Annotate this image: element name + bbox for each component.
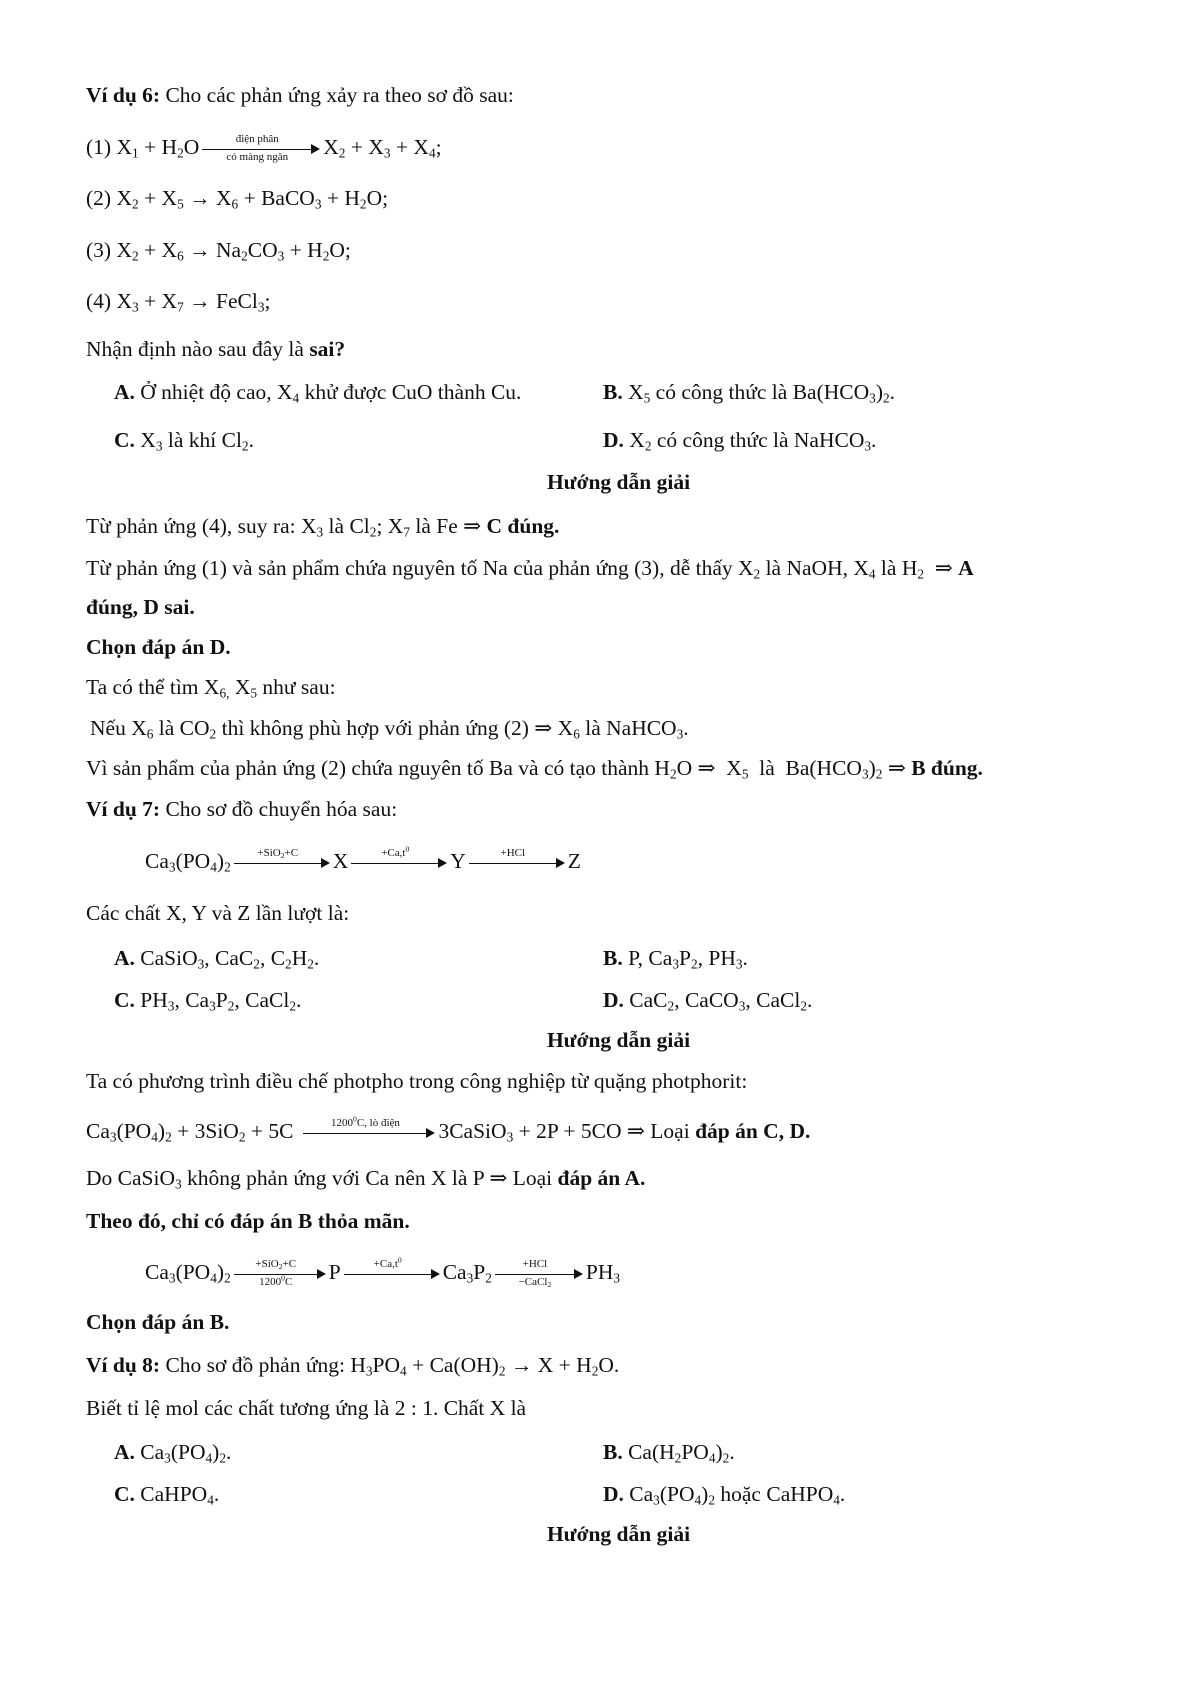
arrow-label: +Ca,t bbox=[381, 847, 406, 860]
arrow-label: +HCl bbox=[500, 847, 526, 860]
electrolysis-arrow bbox=[202, 134, 320, 164]
solution-text: Từ phản ứng (1) và sản phẩm chứa nguyên tố Na của phản ứng (3), dễ thấy X bbox=[86, 556, 754, 580]
solution-text: Ta có thể tìm X bbox=[86, 675, 220, 699]
option-label: D. bbox=[603, 428, 624, 452]
solution-6-line-6: Vì sản phẩm của phản ứng (2) chứa nguyên tố Ba và có tạo thành $H_2O$ ⇒ $X_5$ là $Ba(HCO_3)_2$ ⇒ B đúng. bbox=[86, 756, 983, 782]
subscript: 2 bbox=[644, 438, 652, 454]
option-8a[interactable]: A. $Ca_3(PO_4)_2$. bbox=[114, 1440, 232, 1466]
industrial-arrow: 1200$^0$C, lò điện bbox=[303, 1118, 435, 1148]
final-arrow-2: $+Ca,t^0$ bbox=[344, 1259, 440, 1289]
solution-emphasis: đáp án C, D. bbox=[695, 1119, 811, 1143]
scheme-arrow-1: +SiO$_2$+C bbox=[234, 848, 330, 878]
arrow-label-rest: C, lò điện bbox=[356, 1117, 400, 1130]
question-6 bbox=[86, 334, 345, 364]
option-6b[interactable]: B. $X_5$ có công thức là $Ba(HCO_3)_2$. bbox=[603, 380, 896, 406]
final-arrow-1: +SiO$_2$+C 1200$^0$C bbox=[234, 1259, 326, 1289]
answer-6 bbox=[86, 632, 231, 662]
example-8-heading: Ví dụ 8: Cho sơ đồ phản ứng: $H_3PO_4 + Ca(OH)_2 \to X + H_2O$. bbox=[86, 1353, 620, 1379]
option-7d[interactable]: D. CaC$_2$, CaCO$_3$, CaCl$_2$. bbox=[603, 988, 813, 1014]
solution-emphasis: đúng, D sai. bbox=[86, 595, 195, 619]
example-6-intro: Cho các phản ứng xảy ra theo sơ đồ sau: bbox=[160, 83, 514, 107]
solution-text: Từ phản ứng (4), suy ra: X bbox=[86, 514, 317, 538]
solution-text-rest: không phản ứng với Ca nên X là P bbox=[181, 1166, 490, 1190]
reaction-3: (3) $X_2 + X_6 \to Na_2CO_3 + H_2O$; bbox=[86, 238, 351, 264]
option-8b[interactable]: B. $Ca(H_2PO_4)_2$. bbox=[603, 1440, 735, 1466]
option-text: X bbox=[134, 428, 156, 452]
option-8c[interactable]: C. CaHPO$_4$. bbox=[114, 1482, 220, 1508]
question-emphasis: sai? bbox=[309, 337, 346, 361]
option-6c[interactable]: C. $X_3$ là khí $Cl_2$. bbox=[114, 428, 254, 454]
solution-heading-7: Hướng dẫn giải bbox=[546, 1028, 691, 1052]
solution-emphasis: đáp án A. bbox=[557, 1166, 646, 1190]
arrow-label-above: điện phân bbox=[235, 133, 279, 146]
example-8-intro: Cho sơ đồ phản ứng: H bbox=[160, 1353, 366, 1377]
solution-text: Loại bbox=[644, 1119, 696, 1143]
option-text-rest: có công thức là NaHCO bbox=[651, 428, 865, 452]
solution-heading-8: Hướng dẫn giải bbox=[546, 1522, 691, 1546]
reaction-number: (1) bbox=[86, 135, 112, 159]
option-label: B. bbox=[603, 946, 623, 970]
option-label: C. bbox=[114, 1482, 135, 1506]
conversion-scheme-7: $Ca_3(PO_4)_2$ +SiO$_2$+C X $+Ca,t^0$ Y +HCl Z bbox=[145, 846, 581, 878]
option-text-rest: khử được CuO thành Cu. bbox=[299, 380, 522, 404]
answer-text: Chọn đáp án B. bbox=[86, 1310, 230, 1334]
solution-emphasis: A bbox=[958, 556, 974, 580]
solution-6-line-4: Ta có thể tìm $X_{6,}$ $X_5$ như sau: bbox=[86, 675, 336, 701]
solution-6-line-2: Từ phản ứng (1) và sản phẩm chứa nguyên tố Na của phản ứng (3), dễ thấy $X_2$ là NaOH, $X_4$ là $H_2$ ⇒ A bbox=[86, 556, 974, 582]
option-text-rest: có công thức là Ba(HCO bbox=[650, 380, 870, 404]
scheme-arrow-2: $+Ca,t^0$ bbox=[351, 848, 447, 878]
example-7-label: Ví dụ 7: bbox=[86, 797, 161, 821]
solution-7-line-2: Do CaSiO$_3$ không phản ứng với Ca nên X là P ⇒ Loại đáp án A. bbox=[86, 1166, 646, 1192]
option-label: C. bbox=[114, 988, 135, 1012]
scheme-arrow-3 bbox=[469, 848, 565, 878]
reaction-number: (2) bbox=[86, 186, 112, 210]
answer-text: Chọn đáp án D. bbox=[86, 635, 231, 659]
example-6-heading bbox=[86, 80, 514, 110]
option-7c[interactable]: C. $PH_3$, $Ca_3P_2$, CaCl$_2$. bbox=[114, 988, 302, 1014]
solution-7-conclusion bbox=[86, 1206, 410, 1236]
option-text: Ở nhiệt độ cao, X bbox=[134, 380, 293, 404]
arrow-label-below: có màng ngăn bbox=[226, 151, 289, 164]
solution-heading-6: Hướng dẫn giải bbox=[546, 470, 691, 494]
reaction-number: (3) bbox=[86, 238, 112, 262]
option-text: X bbox=[622, 380, 644, 404]
final-scheme-7: $Ca_3(PO_4)_2$ +SiO$_2$+C 1200$^0$C P $+Ca,t^0$ $Ca_3P_2$ +HCl −CaCl$_2$ $PH_3$ bbox=[145, 1255, 621, 1289]
question-7: Các chất X, Y và Z lần lượt là: bbox=[86, 901, 350, 925]
option-6d[interactable]: D. $X_2$ có công thức là NaHCO$_3$. bbox=[603, 428, 877, 454]
subscript: 5 bbox=[643, 390, 651, 406]
option-label: A. bbox=[114, 946, 135, 970]
reaction-2: (2) $X_2 + X_5 \to X_6$ + BaCO$_3$ + $H_2O$; bbox=[86, 186, 389, 212]
option-label: D. bbox=[603, 988, 624, 1012]
option-text: X bbox=[623, 428, 645, 452]
solution-text: Loại bbox=[507, 1166, 558, 1190]
example-7-heading bbox=[86, 794, 397, 824]
subscript: 4 bbox=[292, 390, 300, 406]
option-7a[interactable]: A. CaSiO$_3$, CaC$_2$, $C_2H_2$. bbox=[114, 946, 320, 972]
option-6a[interactable] bbox=[114, 377, 521, 407]
example-7-intro: Cho sơ đồ chuyển hóa sau: bbox=[160, 797, 398, 821]
reaction-1: (1) $X_1 + H_2O$ điện phân có màng ngăn $X_2 + X_3 + X_4$; bbox=[86, 133, 442, 164]
solution-7-line-1: Ta có phương trình điều chế photpho trong công nghiệp từ quặng photphorit: bbox=[86, 1069, 748, 1093]
option-label: C. bbox=[114, 428, 135, 452]
solution-text: Nếu X bbox=[90, 716, 147, 740]
option-label: B. bbox=[603, 1440, 623, 1464]
option-label: A. bbox=[114, 1440, 135, 1464]
option-7b[interactable]: B. P, $Ca_3P_2$, $PH_3$. bbox=[603, 946, 748, 972]
conclusion-text: Theo đó, chỉ có đáp án B thỏa mãn. bbox=[86, 1209, 410, 1233]
arrow-label: 1200 bbox=[331, 1117, 353, 1130]
solution-6-line-1: Từ phản ứng (4), suy ra: $X_3$ là $Cl_2$; $X_7$ là Fe ⇒ C đúng. bbox=[86, 514, 560, 540]
solution-6-line-3 bbox=[86, 592, 195, 622]
option-label: A. bbox=[114, 380, 135, 404]
arrow-label: +SiO bbox=[257, 847, 281, 860]
option-text: hoặc CaHPO bbox=[715, 1482, 834, 1506]
answer-7 bbox=[86, 1307, 229, 1337]
question-8: Biết tỉ lệ mol các chất tương ứng là 2 : 1. Chất X là bbox=[86, 1396, 527, 1420]
final-arrow-3: +HCl −CaCl$_2$ bbox=[495, 1259, 583, 1289]
reaction-4: (4) $X_3 + X_7$ → FeCl$_3$; bbox=[86, 289, 271, 315]
option-label: B. bbox=[603, 380, 623, 404]
example-6-label: Ví dụ 6: bbox=[86, 83, 161, 107]
solution-text: Vì sản phẩm của phản ứng (2) chứa nguyên tố Ba và có tạo thành H bbox=[86, 756, 670, 780]
option-8d[interactable]: D. $Ca_3(PO_4)_2$ hoặc CaHPO$_4$. bbox=[603, 1482, 846, 1508]
reaction-number: (4) bbox=[86, 289, 112, 313]
solution-text: Do CaSiO bbox=[86, 1166, 175, 1190]
question-text: Nhận định nào sau đây là bbox=[86, 337, 310, 361]
example-8-label: Ví dụ 8: bbox=[86, 1353, 161, 1377]
solution-6-line-5: Nếu $X_6$ là $CO_2$ thì không phù hợp với phản ứng (2) ⇒ $X_6$ là NaHCO$_3$. bbox=[90, 716, 689, 742]
solution-7-equation: $Ca_3(PO_4)_2 + 3SiO_2 + 5C$ 1200$^0$C, lò điện 3CaSiO$_3$ + 2P + 5CO ⇒ Loại đáp án C, D. bbox=[86, 1116, 810, 1148]
option-label: D. bbox=[603, 1482, 624, 1506]
